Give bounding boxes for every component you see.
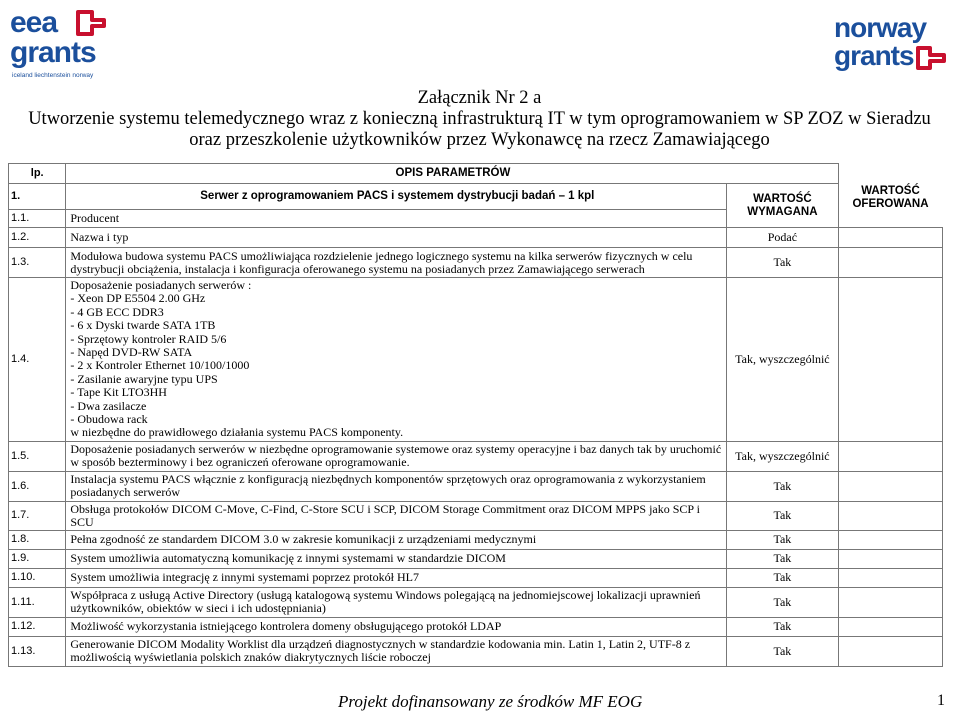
row-description: Instalacja systemu PACS włącznie z konfiguracją niezbędnych komponentów sprzętowych oraz oprogramowania z wykorzystaniem posiadanych serwerów — [66, 471, 727, 501]
row-outro: w niezbędne do prawidłowego działania systemu PACS komponenty. — [70, 425, 404, 440]
eea-logo-line3: iceland liechtenstein norway — [12, 72, 94, 79]
header-offered: WARTOŚĆ OFEROWANA — [852, 184, 929, 210]
row-offered — [838, 530, 943, 549]
row-required: Tak — [727, 471, 838, 501]
row-offered — [838, 636, 943, 666]
row-offered — [838, 228, 943, 248]
list-item: - 4 GB ECC DDR3 — [70, 304, 164, 319]
document-heading: Załącznik Nr 2 a — [417, 88, 542, 108]
row-required: Tak — [727, 587, 838, 617]
row-offered — [838, 248, 943, 278]
list-item: - Xeon DP E5504 2.00 GHz — [70, 291, 206, 306]
row-offered — [838, 441, 943, 471]
table-row — [9, 278, 943, 442]
list-item: - 2 x Kontroler Ethernet 10/100/1000 — [70, 358, 250, 373]
header-params: OPIS PARAMETRÓW — [66, 164, 838, 184]
header-required: WARTOŚĆ WYMAGANA — [727, 184, 838, 228]
list-item: - Sprzętowy kontroler RAID 5/6 — [70, 331, 227, 346]
table-row — [9, 549, 943, 568]
row-description: Generowanie DICOM Modality Worklist dla urządzeń diagnostycznych w standardzie kodowania min. Latin 1, Latin 2, UTF-8 z możliwością wyświetlania polskich znaków diakrytycznych liście roboczej — [66, 636, 727, 666]
row-offered — [838, 549, 943, 568]
row-number: 1.12. — [9, 617, 66, 636]
page-number: 1 — [937, 692, 945, 709]
row-description: Producent — [66, 210, 727, 228]
section-row — [9, 184, 943, 210]
row-offered — [838, 587, 943, 617]
list-item: - Napęd DVD-RW SATA — [70, 345, 193, 360]
row-description: Doposażenie posiadanych serwerów w niezbędne oprogramowanie systemowe oraz systemy operacyjne i baz danych tak by uruchomić w sposób bezterminowy i bez ograniczeń oferowane oprogramowanie. — [66, 441, 727, 471]
document-titles — [0, 88, 959, 151]
list-item: - Zasilanie awaryjne typu UPS — [70, 371, 218, 386]
section-title: Serwer z oprogramowaniem PACS i systemem dystrybucji badań – 1 kpl — [66, 184, 727, 210]
row-required: Tak — [727, 568, 838, 587]
row-required: Tak, wyszczególnić — [727, 278, 838, 442]
row-offered — [838, 501, 943, 530]
row-description: Współpraca z usługą Active Directory (usługą katalogową systemu Windows polegającą na jednomiejscowej lokalizacji uprawnień użytkowników, obiektów w sieci i ich udostępniania) — [66, 587, 727, 617]
list-item: - Dwa zasilacze — [70, 398, 147, 413]
row-number: 1.1. — [9, 210, 66, 228]
row-number: 1.8. — [9, 530, 66, 549]
row-number: 1.13. — [9, 636, 66, 666]
footer-text: Projekt dofinansowany ze środków MF EOG — [338, 692, 643, 711]
table-row — [9, 617, 943, 636]
row-number: 1.7. — [9, 501, 66, 530]
row-offered — [838, 568, 943, 587]
eea-grants-logo — [8, 8, 118, 80]
row-offered — [838, 471, 943, 501]
row-number: 1.3. — [9, 248, 66, 278]
norway-logo-line1: norway — [834, 12, 927, 43]
table-row — [9, 228, 943, 248]
row-description — [66, 278, 727, 442]
row-description: Modułowa budowa systemu PACS umożliwiająca rozdzielenie jednego logicznego systemu na kilka serwerów fizycznych w celu dystrybucji obciążenia, instalacja i konfiguracja oferowanego systemu na posiadanych przez Zamawiającego serwerach — [66, 248, 727, 278]
row-required: Tak — [727, 530, 838, 549]
row-required: Tak — [727, 501, 838, 530]
table-header-row — [9, 164, 943, 184]
row-description: System umożliwia integrację z innymi systemami poprzez protokół HL7 — [66, 568, 727, 587]
table-row — [9, 568, 943, 587]
row-description: Możliwość wykorzystania istniejącego kontrolera domeny obsługującego protokół LDAP — [66, 617, 727, 636]
row-required: Tak — [727, 617, 838, 636]
eea-flag-icon — [72, 10, 106, 36]
row-description: System umożliwia automatyczną komunikację z innymi systemami w standardzie DICOM — [66, 549, 727, 568]
specification-table — [8, 163, 943, 667]
header-lp: lp. — [9, 164, 66, 184]
eea-logo-line2: grants — [10, 36, 96, 69]
list-item: - Tape Kit LTO3HH — [70, 385, 167, 400]
table-row — [9, 530, 943, 549]
row-required: Podać — [727, 228, 838, 248]
table-row — [9, 441, 943, 471]
row-offered — [838, 278, 943, 442]
row-description: Nazwa i typ — [66, 228, 727, 248]
row-offered — [838, 617, 943, 636]
section-number: 1. — [9, 184, 66, 210]
row-intro: Doposażenie posiadanych serwerów : — [70, 278, 252, 292]
row-number: 1.9. — [9, 549, 66, 568]
list-item: - 6 x Dyski twarde SATA 1TB — [70, 318, 216, 333]
table-row — [9, 636, 943, 666]
table-row — [9, 587, 943, 617]
norway-grants-logo — [834, 14, 949, 74]
document-title-line2: oraz przeszkolenie użytkowników przez Wykonawcę na rzecz Zamawiającego — [189, 130, 770, 150]
row-number: 1.6. — [9, 471, 66, 501]
row-number: 1.4. — [9, 278, 66, 442]
row-required: Tak — [727, 549, 838, 568]
row-required: Tak — [727, 248, 838, 278]
row-number: 1.2. — [9, 228, 66, 248]
norway-flag-icon — [914, 46, 946, 70]
row-number: 1.5. — [9, 441, 66, 471]
row-required: Tak — [727, 636, 838, 666]
row-description: Obsługa protokołów DICOM C-Move, C-Find, C-Store SCU i SCP, DICOM Storage Commitment oraz DICOM MPPS jako SCP i SCU — [66, 501, 727, 530]
table-row — [9, 501, 943, 530]
norway-logo-line2: grants — [834, 40, 914, 71]
table-row — [9, 248, 943, 278]
list-item: - Obudowa rack — [70, 412, 148, 427]
row-number: 1.10. — [9, 568, 66, 587]
row-number: 1.11. — [9, 587, 66, 617]
row-description: Pełna zgodność ze standardem DICOM 3.0 w zakresie komunikacji z urządzeniami medycznymi — [66, 530, 727, 549]
document-title-line1: Utworzenie systemu telemedycznego wraz z konieczną infrastrukturą IT w tym oprogramowaniem w SP ZOZ w Sieradzu — [28, 109, 931, 129]
row-required: Tak, wyszczególnić — [727, 441, 838, 471]
eea-logo-line1: eea — [10, 6, 58, 39]
table-row — [9, 471, 943, 501]
